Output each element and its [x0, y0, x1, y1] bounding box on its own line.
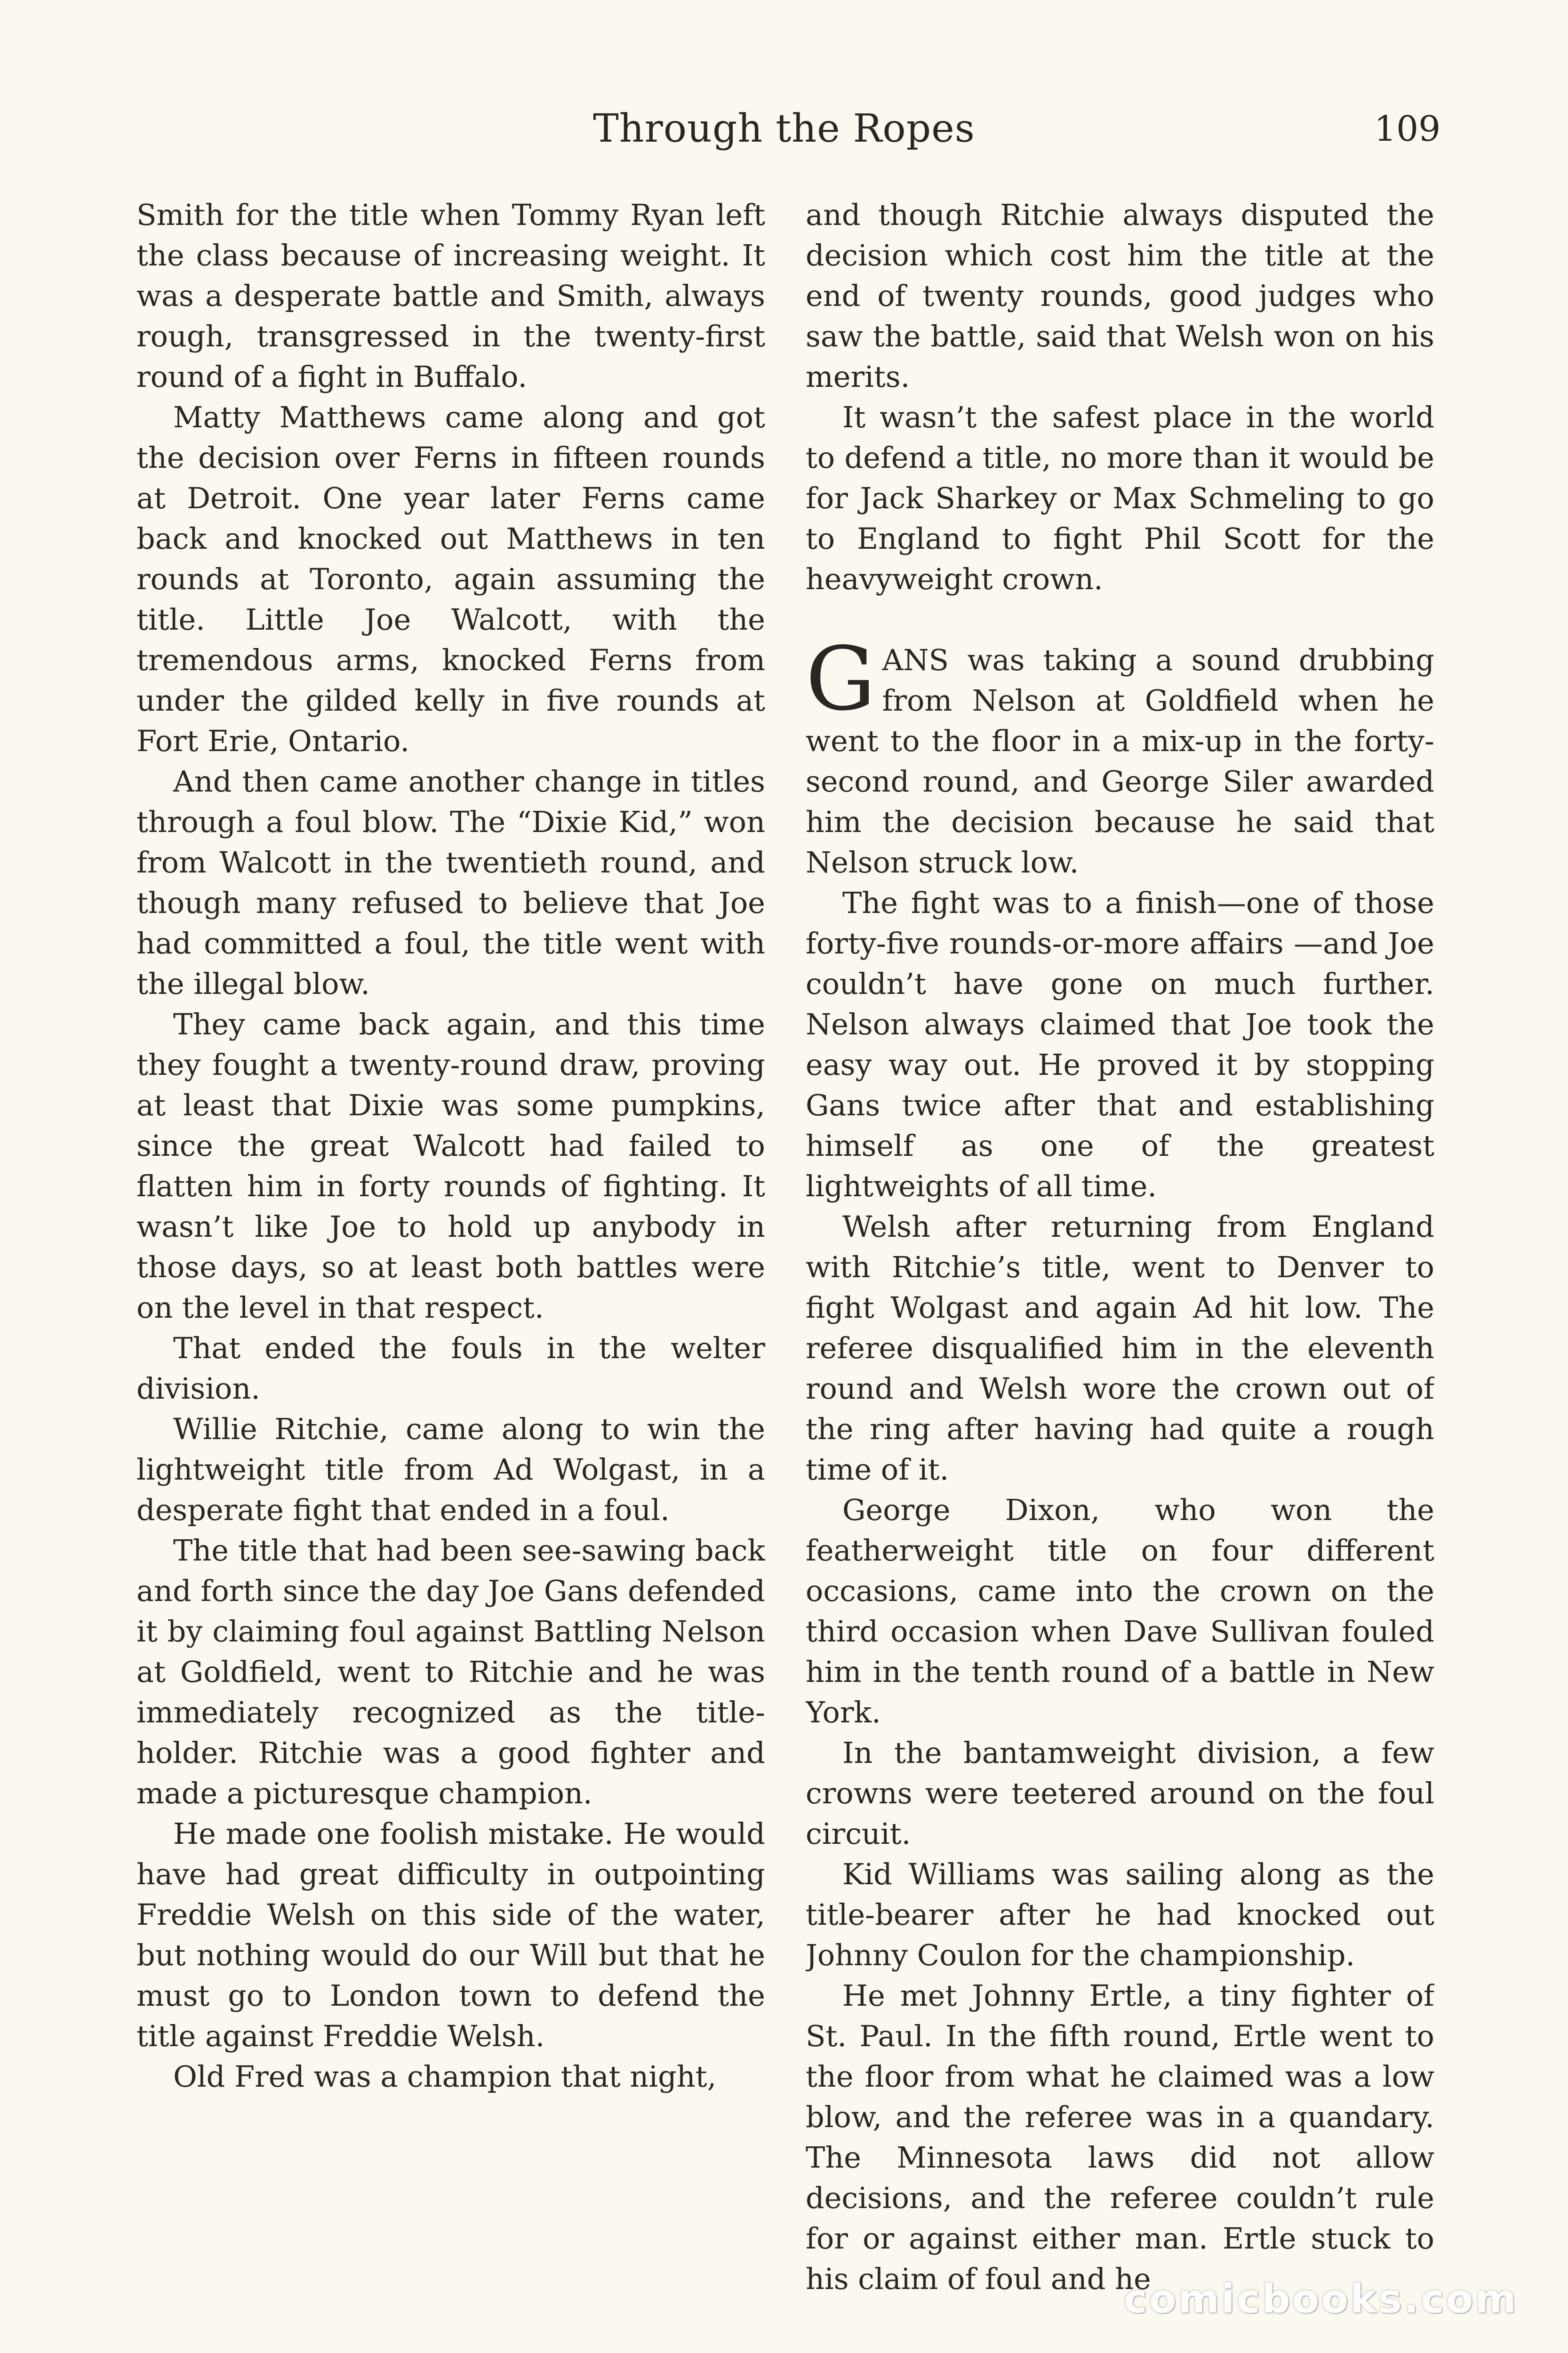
section-opening-text: was taking a sound drubbing from Nelson at Goldfield when he went to the floor in a mix-up in the forty-second round, and George Siler awarded him the decision because he said that Nelson struck low. — [806, 643, 1434, 880]
paragraph: He met Johnny Ertle, a tiny fighter of St. Paul. In the fifth round, Ertle went to the floor from what he claimed was a low blow, and the referee was in a quandary. The Minnesota laws did not allow decisions, and the referee couldn’t rule for or against either man. Ertle stuck to his claim of foul and he — [806, 1978, 1434, 2296]
paragraph: In the bantamweight division, a few crowns were teetered around on the foul circuit. — [806, 1736, 1434, 1851]
section-opening-paragraph — [806, 628, 1434, 883]
paragraph: Willie Ritchie, came along to win the lightweight title from Ad Wolgast, in a desperate fight that ended in a foul. — [136, 1412, 765, 1527]
paragraph: That ended the fouls in the welter division. — [136, 1331, 765, 1406]
paragraph: He made one foolish mistake. He would have had great difficulty in outpointing Freddie Welsh on this side of the water, but nothing would do our Will but that he must go to London town to defend the title against Freddie Welsh. — [136, 1817, 765, 2053]
paragraph: They came back again, and this time they fought a twenty-round draw, proving at least that Dixie was some pumpkins, since the great Walcott had failed to flatten him in forty rounds of fighting. It wasn’t like Joe to hold up anybody in those days, so at least both battles were on the level in that respect. — [136, 1007, 765, 1325]
right-column — [806, 195, 1434, 2298]
page-number: 109 — [1374, 109, 1441, 149]
paragraph: George Dixon, who won the featherweight title on four different occasions, came into the crown on the third occasion when Dave Sullivan fouled him in the tenth round of a battle in New York. — [806, 1493, 1434, 1729]
running-title: Through the Ropes — [593, 106, 975, 151]
paragraph: The title that had been see-sawing back and forth since the day Joe Gans defended it by claiming foul against Battling Nelson at Goldfield, went to Ritchie and he was immediately recognized as the title-holder. Ritchie was a good fighter and made a picturesque champion. — [136, 1533, 765, 1810]
paragraph: Kid Williams was sailing along as the title-bearer after he had knocked out Johnny Coulon for the championship. — [806, 1857, 1434, 1972]
watermark: comicbooks.com — [1124, 2276, 1518, 2322]
paragraph: Matty Matthews came along and got the decision over Ferns in fifteen rounds at Detroit. One year later Ferns came back and knocked out Matthews in ten rounds at Toronto, again assuming the title. Little Joe Walcott, with the tremendous arms, knocked Ferns from under the gilded kelly in five rounds at Fort Erie, Ontario. — [136, 400, 765, 758]
paragraph: The fight was to a finish—one of those forty-five rounds-or-more affairs —and Joe couldn’t have gone on much further. Nelson always claimed that Joe took the easy way out. He proved it by stopping Gans twice after that and establishing himself as one of the greatest lightweights of all time. — [806, 886, 1434, 1203]
paragraph: Welsh after returning from England with Ritchie’s title, went to Denver to fight Wolgast and again Ad hit low. The referee disqualified him in the eleventh round and Welsh wore the crown out of the ring after having had quite a rough time of it. — [806, 1209, 1434, 1487]
paragraph: It wasn’t the safest place in the world to defend a title, no more than it would be for Jack Sharkey or Max Schmeling to go to England to fight Phil Scott for the heavyweight crown. — [806, 400, 1434, 596]
paragraph: Old Fred was a champion that night, — [173, 2059, 717, 2094]
drop-cap: G — [806, 628, 876, 730]
paragraph-continuation: and though Ritchie always disputed the decision which cost him the title at the end of twenty rounds, good judges who saw the battle, said that Welsh won on his merits. — [806, 198, 1434, 394]
left-column — [136, 195, 765, 2298]
running-header — [0, 101, 1568, 157]
paragraph: And then came another change in titles through a foul blow. The “Dixie Kid,” won from Walcott in the twentieth round, and though many refused to believe that Joe had committed a foul, the title went with the illegal blow. — [136, 764, 765, 1001]
paragraph: Smith for the title when Tommy Ryan left the class because of increasing weight. It was a desperate battle and Smith, always rough, transgressed in the twenty-first round of a fight in Buffalo. — [136, 198, 765, 394]
drop-cap-continuation: ANS — [882, 643, 949, 677]
